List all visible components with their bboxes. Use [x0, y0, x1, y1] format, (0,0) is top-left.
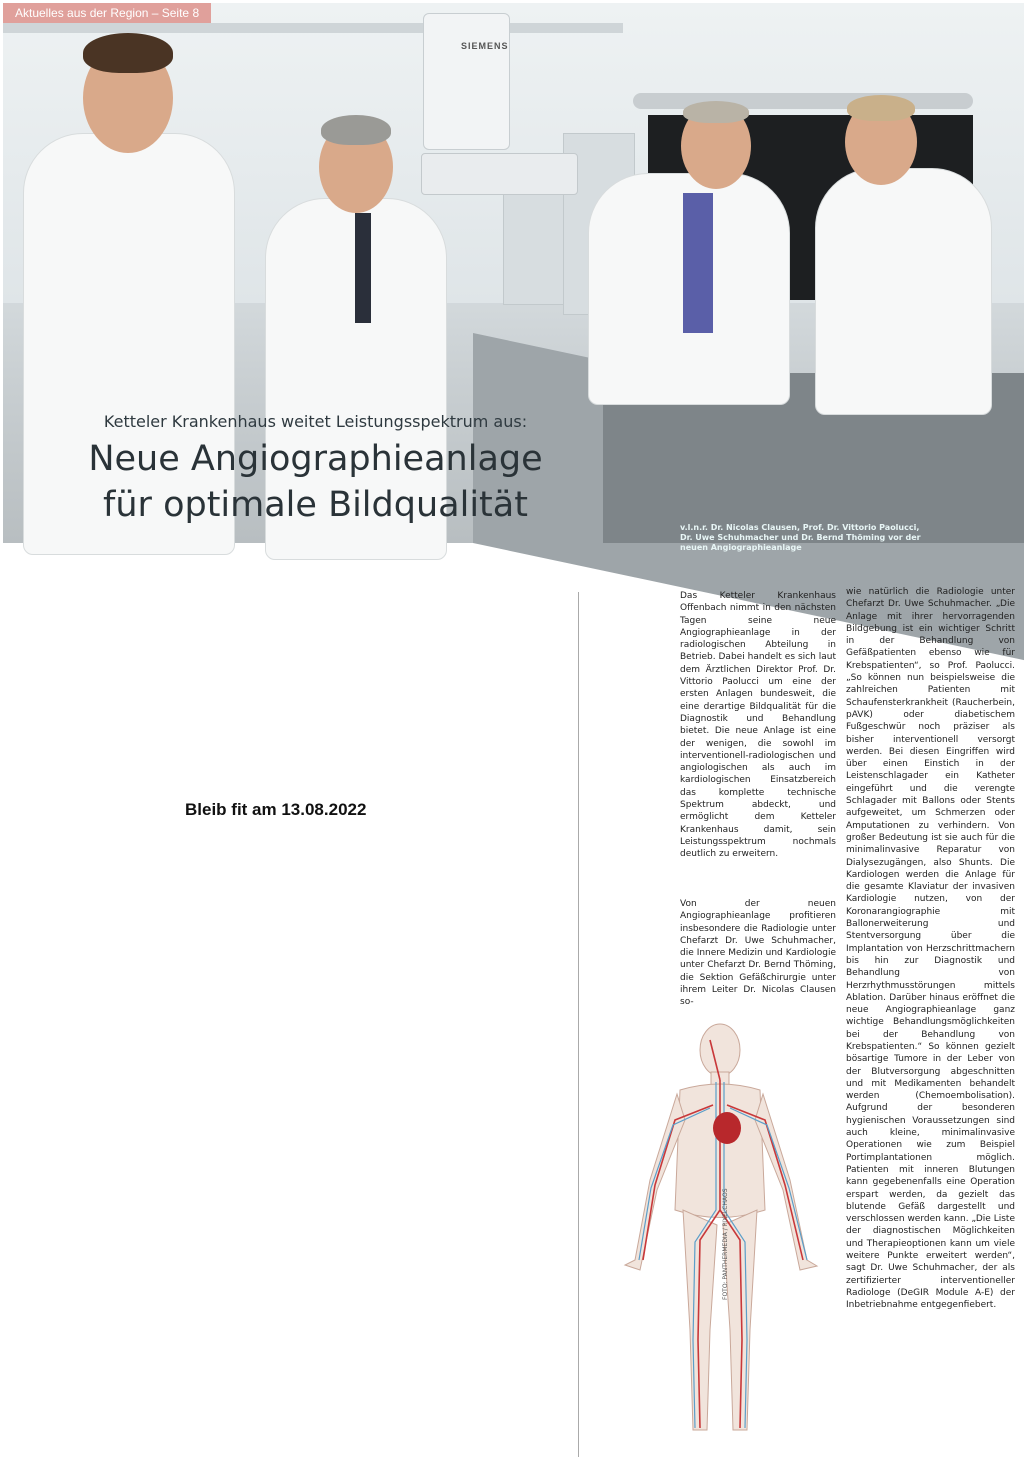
circulatory-system-illustration: [595, 1010, 845, 1450]
caption-line-1: v.l.n.r. Dr. Nicolas Clausen, Prof. Dr. Vittorio Paolucci,: [680, 523, 920, 532]
headline-line-2: für optimale Bildqualität: [103, 485, 528, 525]
photo-caption: [680, 523, 970, 553]
subheadline: Ketteler Krankenhaus weitet Leistungsspektrum aus:: [103, 412, 528, 431]
tie: [355, 213, 371, 323]
monitor-arm: [633, 93, 973, 109]
headline: [3, 436, 628, 528]
header-photo: [3, 3, 1024, 552]
hair: [847, 95, 915, 121]
c-arm-detector: [423, 13, 510, 150]
article-column-2: wie natürlich die Radiologie unter Chefarzt Dr. Uwe Schuhmacher. „Die Anlage mit ihrer hervorragenden Bildgebung ist ein wichtiger Schritt in der Behandlung von Gefäßpatienten ebenso wie für Krebspatienten“, so Prof. Paolucci. „So können nun beispielsweise die zahlreichen Patienten mit Schaufensterkrankheit (Raucherbein, pAVK) oder diabetischem Fußgeschwür noch präziser als bisher interventionell versorgt werden. Bei diesen Eingriffen wird über einen Einstich in der Leistenschlagader ein Katheter eingeführt und die verengte Schlagader mit Ballons oder Stents aufgeweitet, um Schmerzen oder Amputationen zu verhindern. Von großer Bedeutung ist sie auch für die minimalinvasive Reparatur von Dialysezugängen, also Shunts. Die Kardiologen werden die Anlage für die gesamte Klaviatur der invasiven Kardiologie nutzen, von der Koronarangiographie mit Ballonerweiterung und Stentversorgung über die Implantation von Herzschrittmachern bis hin zur Diagnostik und Behandlung von Herzrhythmusstörungen mittels Ablation. Darüber hinaus eröffnet die neue Angiographieanlage ganz wichtige Behandlungsmöglichkeiten bei der Behandlung von Krebspatienten.“ So können gezielt bösartige Tumore in der Leber von der Blutversorgung abgeschnitten und mit Medikamenten behandelt werden (Chemoembolisation). Aufgrund der besonderen hygienischen Voraussetzungen sind auch kleine, minimalinvasive Operationen wie zum Beispiel Portimplantationen möglich. Patienten mit inneren Blutungen kann gegebenenfalls eine Operation erspart werden, da gezielt das blutende Gefäß dargestellt und verschlossen werden kann. „Die Liste der diagnostischen Möglichkeiten und Therapieoptionen kann um viele weitere Punkte erweitert werden“, sagt Dr. Uwe Schuhmacher, der als zertifizierter interventioneller Radiologe (DeGIR Module A-E) der Inbetriebnahme entgegenfiebert.: [846, 587, 1015, 1311]
headline-block: [3, 398, 628, 546]
hair: [321, 115, 391, 145]
heart-icon: [713, 1112, 741, 1144]
scrub-shirt: [683, 193, 713, 333]
ceiling-rail: [3, 23, 623, 33]
article-column-1: Das Ketteler Krankenhaus Offenbach nimmt in den nächsten Tagen seine neue Angiographieanlage in der radiologischen Abteilung in Betrieb. Dabei handelt es sich laut dem Ärztlichen Direktor Prof. Dr. Vittorio Paolucci um eine der ersten Anlagen bundesweit, die eine derartige Bildqualität für die Diagnostik und Behandlung bietet. Die neue Anlage ist eine der wenigen, die sowohl im interventionell-radiologischen und angiologischen als auch im kardiologischen Einsatzbereich das komplette technische Spektrum abdeckt, und ermöglicht dem Ketteler Krankenhaus damit, sein Leistungsspektrum nochmals deutlich zu erweitern.: [680, 591, 836, 860]
c-arm-base: [421, 153, 578, 195]
figure-credit: FOTO: PANTHERMEDIA / PIXELCHAOS: [722, 1188, 729, 1300]
section-kicker: Aktuelles aus der Region – Seite 8: [3, 3, 211, 23]
caption-line-2: Dr. Uwe Schuhmacher und Dr. Bernd Thöming vor der: [680, 533, 921, 542]
column-rule: [578, 592, 579, 1457]
hair: [83, 33, 173, 73]
date-stamp: Bleib fit am 13.08.2022: [185, 800, 367, 819]
article-column-1-paragraph-2: Von der neuen Angiographieanlage profitieren insbesondere die Radiologie unter Chefarzt Dr. Uwe Schuhmacher, die Innere Medizin und Kardiologie unter Chefarzt Dr. Bernd Thöming, die Sektion Gefäßchirurgie unter ihrem Leiter Dr. Nicolas Clausen so-: [680, 899, 836, 1008]
hair: [683, 101, 749, 123]
headline-line-1: Neue Angiographieanlage: [88, 439, 543, 479]
caption-line-3: neuen Angiographieanlage: [680, 543, 802, 552]
lab-coat: [815, 168, 992, 415]
brand-label: SIEMENS: [461, 41, 509, 51]
